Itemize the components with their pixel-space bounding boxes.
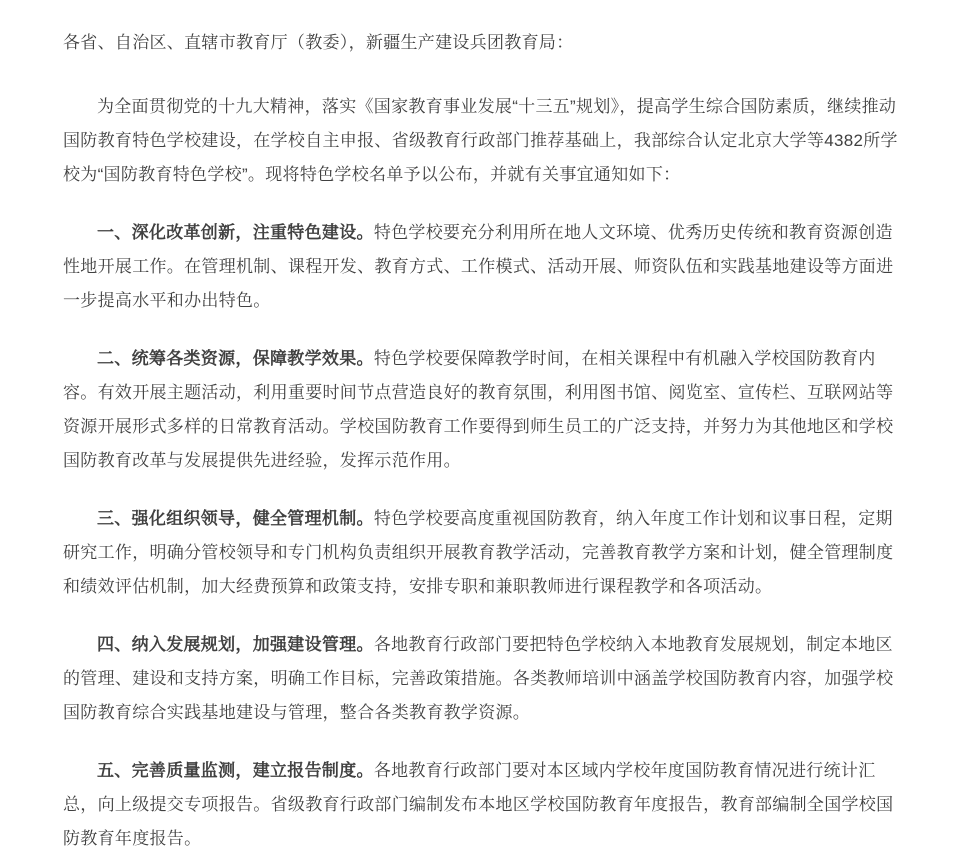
section-1-heading: 一、深化改革创新，注重特色建设。	[97, 223, 374, 242]
section-5-body: 各地教育行政部门要对本区域内学校年度国防教育情况进行统计汇总，向上级提交专项报告。省级教育行政部门编制发布本地区学校国防教育年度报告，教育部编制全国学校国防教育年度报告。	[63, 761, 894, 848]
section-paragraph-1	[63, 216, 908, 318]
section-3-heading: 三、强化组织领导，健全管理机制。	[97, 509, 374, 528]
section-1-body: 特色学校要充分利用所在地人文环境、优秀历史传统和教育资源创造性地开展工作。在管理机制、课程开发、教育方式、工作模式、活动开展、师资队伍和实践基地建设等方面进一步提高水平和办出特色。	[63, 223, 894, 310]
section-paragraph-5	[63, 754, 908, 856]
section-4-heading: 四、纳入发展规划，加强建设管理。	[97, 635, 374, 654]
section-2-body: 特色学校要保障教学时间，在相关课程中有机融入学校国防教育内容。有效开展主题活动，利用重要时间节点营造良好的教育氛围，利用图书馆、阅览室、宣传栏、互联网站等资源开展形式多样的日常教育活动。学校国防教育工作要得到师生员工的广泛支持，并努力为其他地区和学校国防教育改革与发展提供先进经验，发挥示范作用。	[63, 349, 894, 470]
section-5-heading: 五、完善质量监测，建立报告制度。	[97, 761, 374, 780]
salutation-line: 各省、自治区、直辖市教育厅（教委），新疆生产建设兵团教育局：	[63, 33, 574, 52]
section-4-body: 各地教育行政部门要把特色学校纳入本地教育发展规划，制定本地区的管理、建设和支持方案，明确工作目标，完善政策措施。各类教师培训中涵盖学校国防教育内容，加强学校国防教育综合实践基地建设与管理，整合各类教育教学资源。	[63, 635, 894, 722]
section-2-heading: 二、统筹各类资源，保障教学效果。	[97, 349, 374, 368]
section-paragraph-2	[63, 342, 908, 478]
section-3-body: 特色学校要高度重视国防教育，纳入年度工作计划和议事日程，定期研究工作，明确分管校领导和专门机构负责组织开展教育教学活动，完善教育教学方案和计划，健全管理制度和绩效评估机制，加大经费预算和政策支持，安排专职和兼职教师进行课程教学和各项活动。	[63, 509, 894, 596]
section-paragraph-4	[63, 628, 908, 730]
section-paragraph-3	[63, 502, 908, 604]
intro-paragraph: 为全面贯彻党的十九大精神，落实《国家教育事业发展“十三五”规划》，提高学生综合国防素质，继续推动国防教育特色学校建设，在学校自主申报、省级教育行政部门推荐基础上，我部综合认定北京大学等4382所学校为“国防教育特色学校”。现将特色学校名单予以公布，并就有关事宜通知如下：	[63, 97, 898, 184]
